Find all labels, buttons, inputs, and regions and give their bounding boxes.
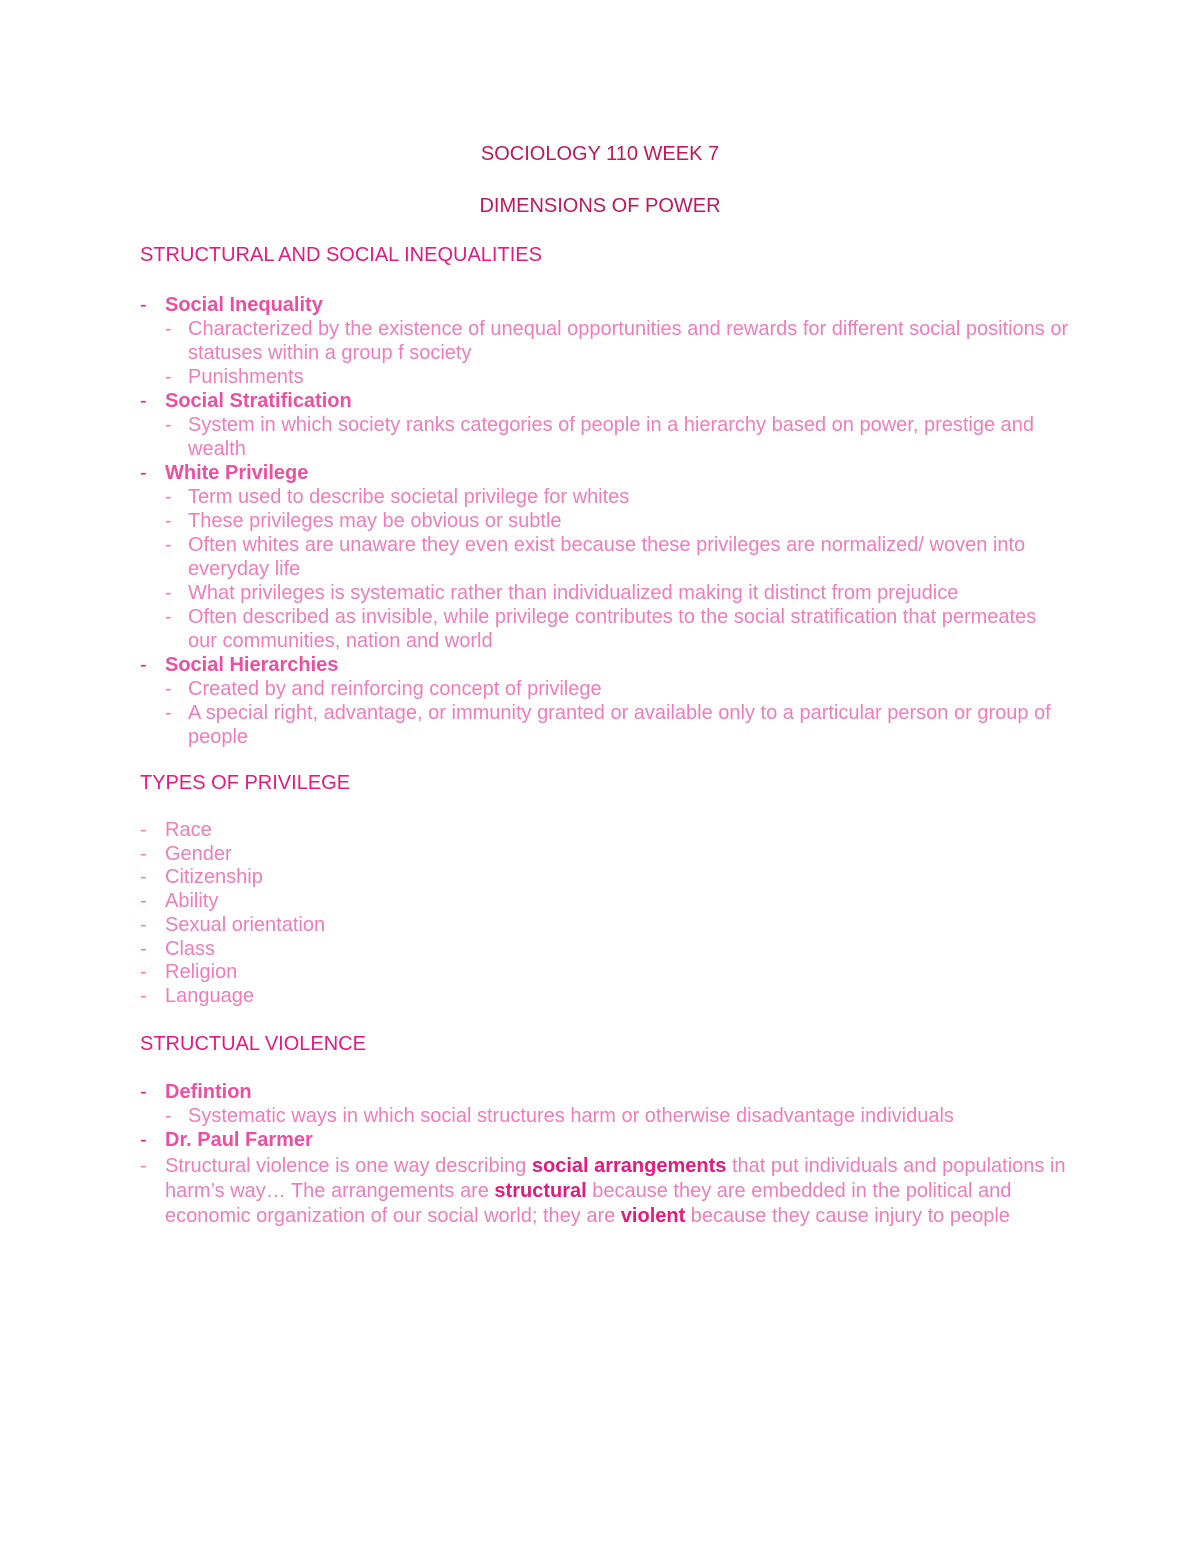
sub-list bbox=[165, 413, 1070, 461]
sub-item bbox=[165, 485, 1070, 509]
list-item-text: Sexual orientation bbox=[165, 913, 326, 936]
dash-bullet: - bbox=[140, 294, 147, 316]
list-item-definition bbox=[140, 1080, 1070, 1128]
dash-bullet: - bbox=[165, 318, 172, 340]
dash-bullet: - bbox=[165, 582, 172, 604]
list-item-social-hierarchies bbox=[140, 653, 1070, 749]
sub-list bbox=[165, 317, 1070, 389]
sub-item bbox=[165, 581, 1070, 605]
violence-list bbox=[140, 1080, 1070, 1229]
quote-part: Structural violence is one way describing bbox=[165, 1155, 532, 1177]
dash-bullet: - bbox=[165, 534, 172, 556]
list-item-social-stratification bbox=[140, 389, 1070, 461]
dash-bullet: - bbox=[140, 913, 147, 936]
list-item bbox=[140, 938, 1070, 962]
item-title: Dr. Paul Farmer bbox=[165, 1129, 313, 1151]
dash-bullet: - bbox=[140, 866, 147, 889]
dash-bullet: - bbox=[140, 1081, 147, 1103]
dash-bullet: - bbox=[140, 819, 147, 841]
list-item-text: Religion bbox=[165, 961, 238, 984]
section-heading-inequalities: STRUCTURAL AND SOCIAL INEQUALITIES bbox=[140, 244, 542, 266]
item-title: Defintion bbox=[165, 1081, 252, 1103]
quote-part: because they are embedded in the political and economic organization of our social world; they are bbox=[165, 1180, 1012, 1227]
dash-bullet: - bbox=[165, 510, 172, 532]
quote-emphasis: social arrangements bbox=[531, 1155, 727, 1177]
sub-item bbox=[165, 533, 1070, 581]
dash-bullet: - bbox=[140, 937, 147, 960]
list-item bbox=[140, 866, 1070, 890]
dash-bullet: - bbox=[140, 842, 147, 865]
item-title: White Privilege bbox=[165, 462, 309, 484]
list-item-text: Gender bbox=[165, 842, 232, 865]
sub-item bbox=[165, 413, 1070, 461]
list-item-social-inequality bbox=[140, 293, 1070, 389]
list-item-white-privilege bbox=[140, 461, 1070, 653]
list-item bbox=[140, 890, 1070, 914]
dash-bullet: - bbox=[140, 462, 147, 484]
sub-item bbox=[165, 605, 1070, 653]
dash-bullet: - bbox=[140, 1129, 147, 1151]
sub-item-text: System in which society ranks categories of people in a hierarchy based on power, prestige and wealth bbox=[188, 414, 1035, 460]
quote-emphasis: violent bbox=[620, 1205, 686, 1227]
farmer-quote bbox=[165, 1155, 1066, 1227]
sub-list bbox=[165, 1104, 1070, 1128]
sub-item bbox=[165, 701, 1070, 749]
sub-item bbox=[165, 677, 1070, 701]
list-item-text: Citizenship bbox=[165, 866, 263, 889]
dash-bullet: - bbox=[140, 390, 147, 412]
list-item-paul-farmer bbox=[140, 1128, 1070, 1152]
dash-bullet: - bbox=[165, 414, 172, 436]
dash-bullet: - bbox=[165, 1105, 172, 1127]
document-title: SOCIOLOGY 110 WEEK 7 bbox=[480, 143, 720, 165]
sub-item bbox=[165, 1104, 1070, 1128]
dash-bullet: - bbox=[140, 984, 147, 1007]
sub-item-text: A special right, advantage, or immunity granted or available only to a particular person or group of people bbox=[188, 702, 1051, 748]
dash-bullet: - bbox=[165, 606, 172, 628]
sub-item-text: Often whites are unaware they even exist because these privileges are normalized/ woven into everyday life bbox=[188, 534, 1026, 580]
quote-part: because they cause injury to people bbox=[685, 1205, 1010, 1227]
sub-item-text: Term used to describe societal privilege for whites bbox=[188, 486, 630, 508]
sub-item bbox=[165, 365, 1070, 389]
sub-list bbox=[165, 485, 1070, 653]
section-heading-violence: STRUCTUAL VIOLENCE bbox=[140, 1033, 366, 1055]
document-subtitle: DIMENSIONS OF POWER bbox=[479, 195, 721, 217]
list-item-text: Race bbox=[165, 819, 212, 841]
sub-item-text: These privileges may be obvious or subtle bbox=[188, 510, 562, 532]
section-structural-violence bbox=[140, 1032, 1070, 1229]
sub-list bbox=[165, 677, 1070, 749]
sub-item-text: Often described as invisible, while privilege contributes to the social stratification that permeates our communities, nation and world bbox=[188, 606, 1037, 652]
section-types-of-privilege bbox=[140, 771, 1070, 1009]
quote-part: that put individuals and populations in harm’s way… The arrangements are bbox=[165, 1155, 1066, 1202]
sub-item-text: Punishments bbox=[188, 366, 304, 388]
item-title: Social Inequality bbox=[165, 294, 323, 316]
sub-item-text: Systematic ways in which social structures harm or otherwise disadvantage individuals bbox=[188, 1105, 954, 1127]
list-item bbox=[140, 914, 1070, 938]
dash-bullet: - bbox=[165, 366, 172, 388]
dash-bullet: - bbox=[140, 654, 147, 676]
item-title: Social Stratification bbox=[165, 390, 352, 412]
sub-item bbox=[165, 317, 1070, 365]
sub-item-text: What privileges is systematic rather than individualized making it distinct from prejudice bbox=[188, 582, 959, 604]
list-item-text: Class bbox=[165, 937, 216, 960]
item-title: Social Hierarchies bbox=[165, 654, 339, 676]
list-item bbox=[140, 961, 1070, 985]
dash-bullet: - bbox=[140, 961, 147, 984]
list-item bbox=[140, 985, 1070, 1009]
dash-bullet: - bbox=[165, 702, 172, 724]
quote-emphasis: structural bbox=[494, 1180, 587, 1202]
dash-bullet: - bbox=[165, 486, 172, 508]
list-item-text: Ability bbox=[165, 890, 219, 913]
dash-bullet: - bbox=[140, 1155, 147, 1177]
list-item-text: Language bbox=[165, 984, 254, 1007]
inequalities-list bbox=[140, 293, 1070, 749]
sub-item-text: Characterized by the existence of unequal opportunities and rewards for different social positions or statuses within a group f society bbox=[188, 318, 1069, 364]
dash-bullet: - bbox=[165, 678, 172, 700]
section-heading-privilege: TYPES OF PRIVILEGE bbox=[140, 772, 351, 794]
privilege-list bbox=[140, 819, 1070, 1009]
section-inequalities bbox=[140, 243, 1070, 749]
list-item bbox=[140, 819, 1070, 843]
sub-item bbox=[165, 509, 1070, 533]
sub-item-text: Created by and reinforcing concept of privilege bbox=[188, 678, 602, 700]
dash-bullet: - bbox=[140, 890, 147, 913]
list-item bbox=[140, 843, 1070, 867]
list-item-quote bbox=[140, 1154, 1070, 1229]
